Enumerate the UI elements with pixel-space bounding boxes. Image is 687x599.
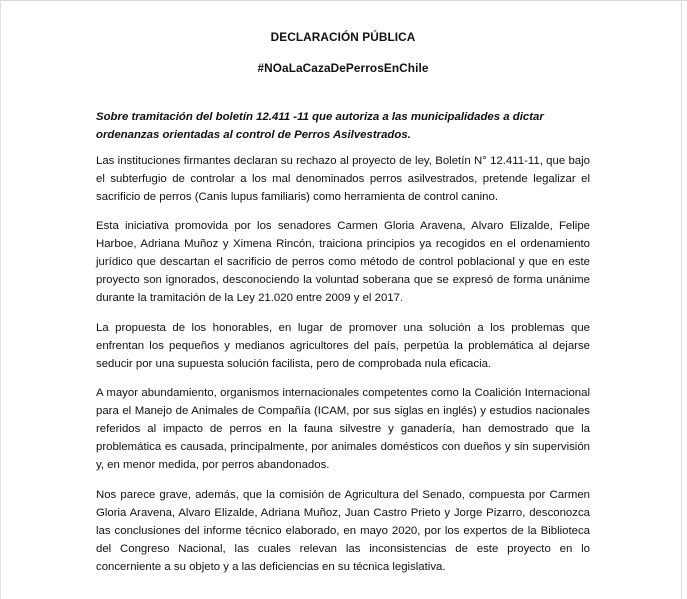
document-subject: Sobre tramitación del boletín 12.411 -11 que autoriza a las municipalidades a dictar ordenanzas orientadas al control de Perros Asilvestrados. (96, 111, 544, 141)
page-right-edge (681, 0, 682, 599)
page-left-edge (0, 0, 1, 599)
document-page (96, 30, 590, 587)
paragraph-4: A mayor abundamiento, organismos internacionales competentes como la Coalición Internacional para el Manejo de Animales de Compañía (ICAM, por sus siglas en inglés) y estudios nacionales referidos al impacto de perros en la fauna silvestre y ganadería, han demostrado que la problemática es causada, principalmente, por animales domésticos con dueños y sin supervisión y, en menor medida, por perros abandonados. (96, 387, 590, 472)
paragraph-1: Las instituciones firmantes declaran su rechazo al proyecto de ley, Boletín N° 12.411-11, que bajo el subterfugio de controlar a los mal denominados perros asilvestrados, pretende legalizar el sacrificio de perros (Canis lupus familiaris) como herramienta de control canino. (96, 155, 590, 203)
paragraph-2: Esta iniciativa promovida por los senadores Carmen Gloria Aravena, Alvaro Elizalde, Felipe Harboe, Adriana Muñoz y Ximena Rincón, traiciona principios ya recogidos en el ordenamiento jurídico que descartan el sacrificio de perros como método de control poblacional y que en este proyecto son ignorados, desconociendo la voluntad soberana que se expresó de forma unánime durante la tramitación de la Ley 21.020 entre 2009 y el 2017. (96, 220, 590, 305)
page-top-edge (0, 0, 687, 1)
paragraph-5: Nos parece grave, además, que la comisión de Agricultura del Senado, compuesta por Carmen Gloria Aravena, Alvaro Elizalde, Adriana Muñoz, Juan Castro Prieto y Jorge Pizarro, desconozca las conclusiones del informe técnico elaborado, en mayo 2020, por los expertos de la Biblioteca del Congreso Nacional, las cuales relevan las inconsistencias de este proyecto en lo concerniente a su objeto y a las deficiencias en su técnica legislativa. (96, 488, 590, 573)
document-hashtag: #NOaLaCazaDePerrosEnChile (257, 61, 429, 75)
paragraph-3: La propuesta de los honorables, en lugar de promover una solución a los problemas que enfrentan los pequeños y medianos agricultores del país, perpetúa la problemática al dejarse seducir por una supuesta solución facilista, pero de comprobada nula eficacia. (96, 321, 590, 370)
document-title: DECLARACIÓN PÚBLICA (270, 30, 416, 44)
